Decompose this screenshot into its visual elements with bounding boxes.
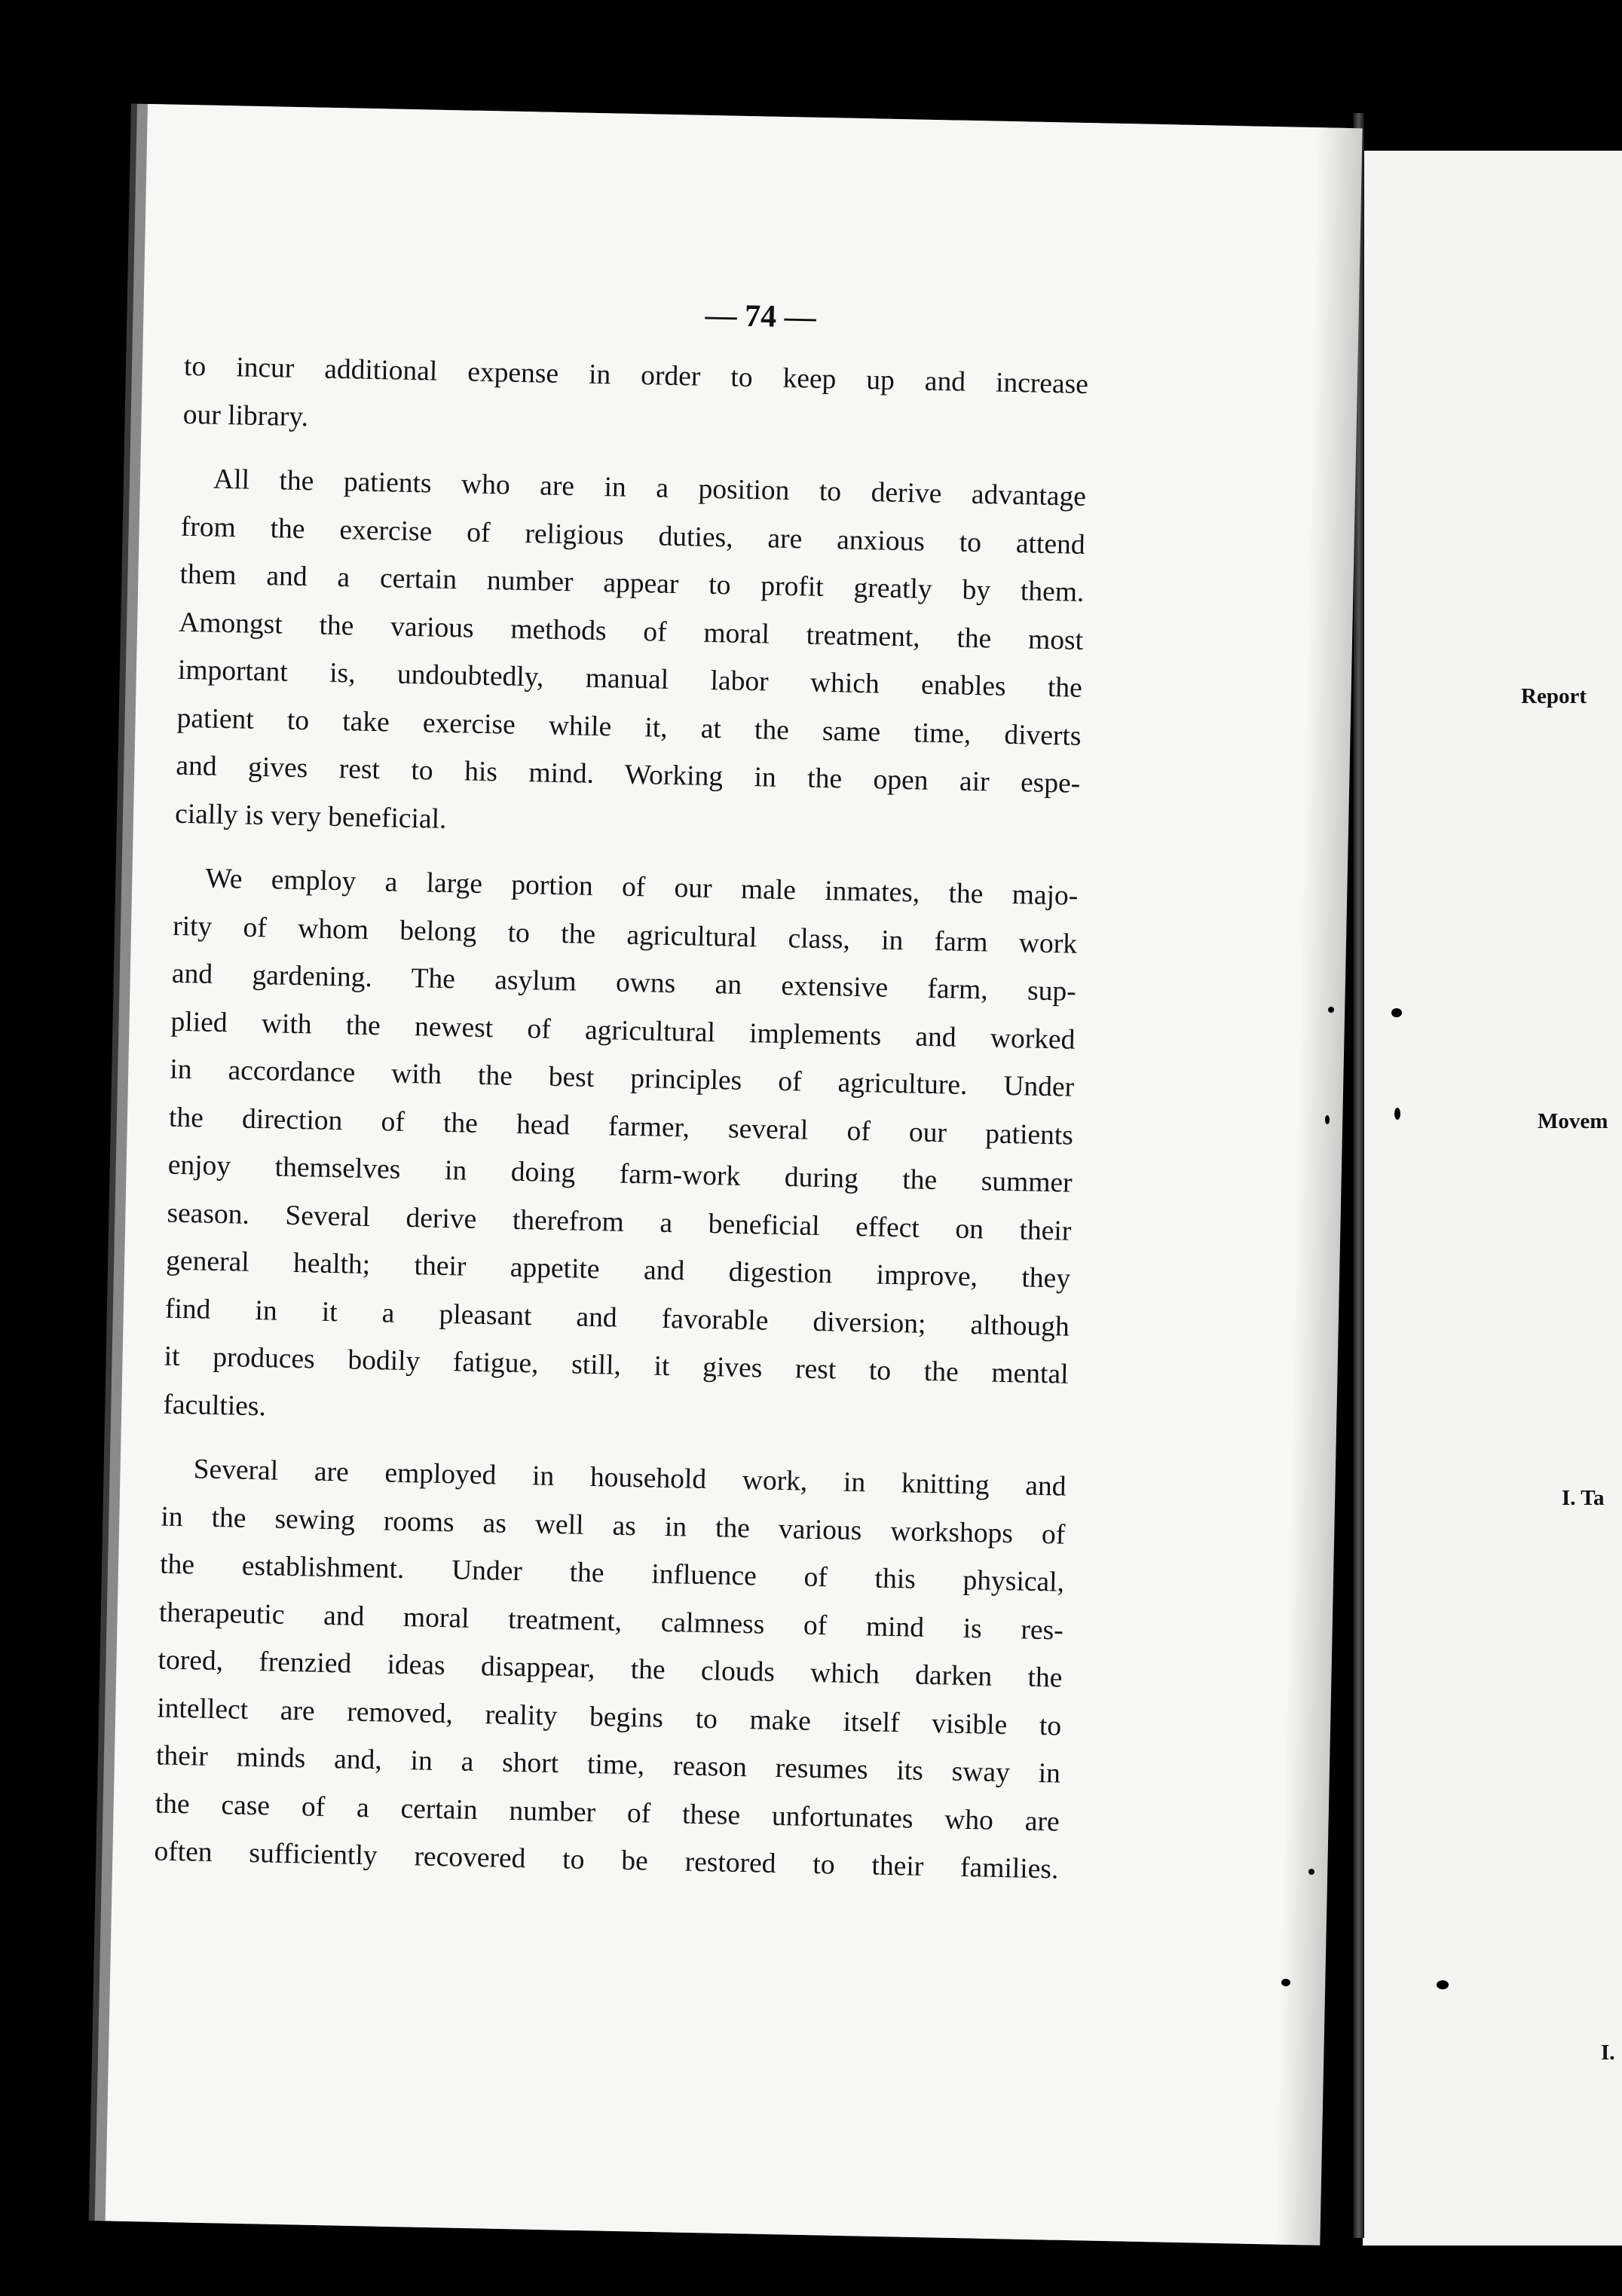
text-line: from the exercise of religious duties, are anxious to attend (180, 511, 1086, 561)
paragraph (154, 1445, 1067, 1894)
text-line: plied with the newest of agricultural implements and worked (170, 1006, 1076, 1056)
dust-speck (1308, 1869, 1314, 1875)
dust-speck (1325, 1115, 1330, 1124)
text-line: the establishment. Under the influence of this physical, (159, 1549, 1065, 1598)
text-line: faculties. (163, 1389, 267, 1422)
text-line: enjoy themselves in doing farm-work during the summer (167, 1149, 1073, 1199)
text-line: it produces bodily fatigue, still, it gives rest to the mental (164, 1341, 1069, 1390)
text-line: to incur additional expense in order to keep up and increase (183, 350, 1089, 400)
facing-page-fragment-section: I. (1601, 2041, 1615, 2065)
paragraph (175, 455, 1087, 856)
dust-speck (1281, 1979, 1290, 1986)
text-line: cially is very beneficial. (174, 798, 447, 835)
text-line: important is, undoubtedly, manual labor which enables the (177, 654, 1083, 704)
text-line: tored, frenzied ideas disappear, the clouds which darken the (158, 1644, 1063, 1694)
text-line: the direction of the head farmer, several of our patients (168, 1102, 1074, 1151)
text-line: and gives rest to his mind. Working in the open air espe- (176, 750, 1081, 799)
text-line: in accordance with the best principles of agriculture. Under (169, 1053, 1075, 1103)
text-line: often sufficiently recovered to be restored to their families. (154, 1836, 1059, 1885)
text-line: therapeutic and moral treatment, calmness of mind is res- (158, 1597, 1064, 1646)
text-line: rity of whom belong to the agricultural class, in farm work (172, 910, 1078, 960)
facing-page-fragment-report: Report (1521, 684, 1587, 708)
text-line: general health; their appetite and digestion improve, they (165, 1245, 1071, 1295)
text-line: Amongst the various methods of moral treatment, the most (178, 607, 1084, 656)
text-line: our library. (182, 399, 309, 433)
text-line: the case of a certain number of these unfortunates who are (155, 1787, 1060, 1838)
dust-speck (1328, 1007, 1334, 1013)
text-line: their minds and, in a short time, reason resumes its sway in (155, 1740, 1061, 1790)
page-number: — 74 — (705, 298, 817, 335)
dust-speck (1437, 1980, 1449, 1989)
text-line: them and a certain number appear to profit greatly by them. (179, 558, 1085, 608)
body-text (154, 343, 1089, 1894)
text-line: Several are employed in household work, in knitting and (193, 1454, 1067, 1503)
dust-speck (1394, 1108, 1400, 1120)
text-line: season. Several derive therefrom a beneficial effect on their (167, 1197, 1072, 1247)
dust-speck (1391, 1008, 1402, 1017)
facing-page-fragment-movement: Movem (1538, 1109, 1608, 1133)
text-line: We employ a large portion of our male inmates, the majo- (205, 863, 1079, 912)
text-line: intellect are removed, reality begins to make itself visible to (156, 1692, 1062, 1742)
text-line: and gardening. The asylum owns an extensive farm, sup- (171, 958, 1077, 1007)
text-line: patient to take exercise while it, at the same time, diverts (176, 702, 1082, 752)
paragraph (182, 343, 1088, 457)
facing-page-fragment-table: I. Ta (1562, 1486, 1605, 1510)
text-line: All the patients who are in a position to derive advantage (213, 463, 1087, 512)
text-line: in the sewing rooms as well as in the various workshops of (161, 1501, 1066, 1551)
paragraph (163, 855, 1079, 1447)
text-line: find in it a pleasant and favorable diversion; although (164, 1293, 1070, 1343)
